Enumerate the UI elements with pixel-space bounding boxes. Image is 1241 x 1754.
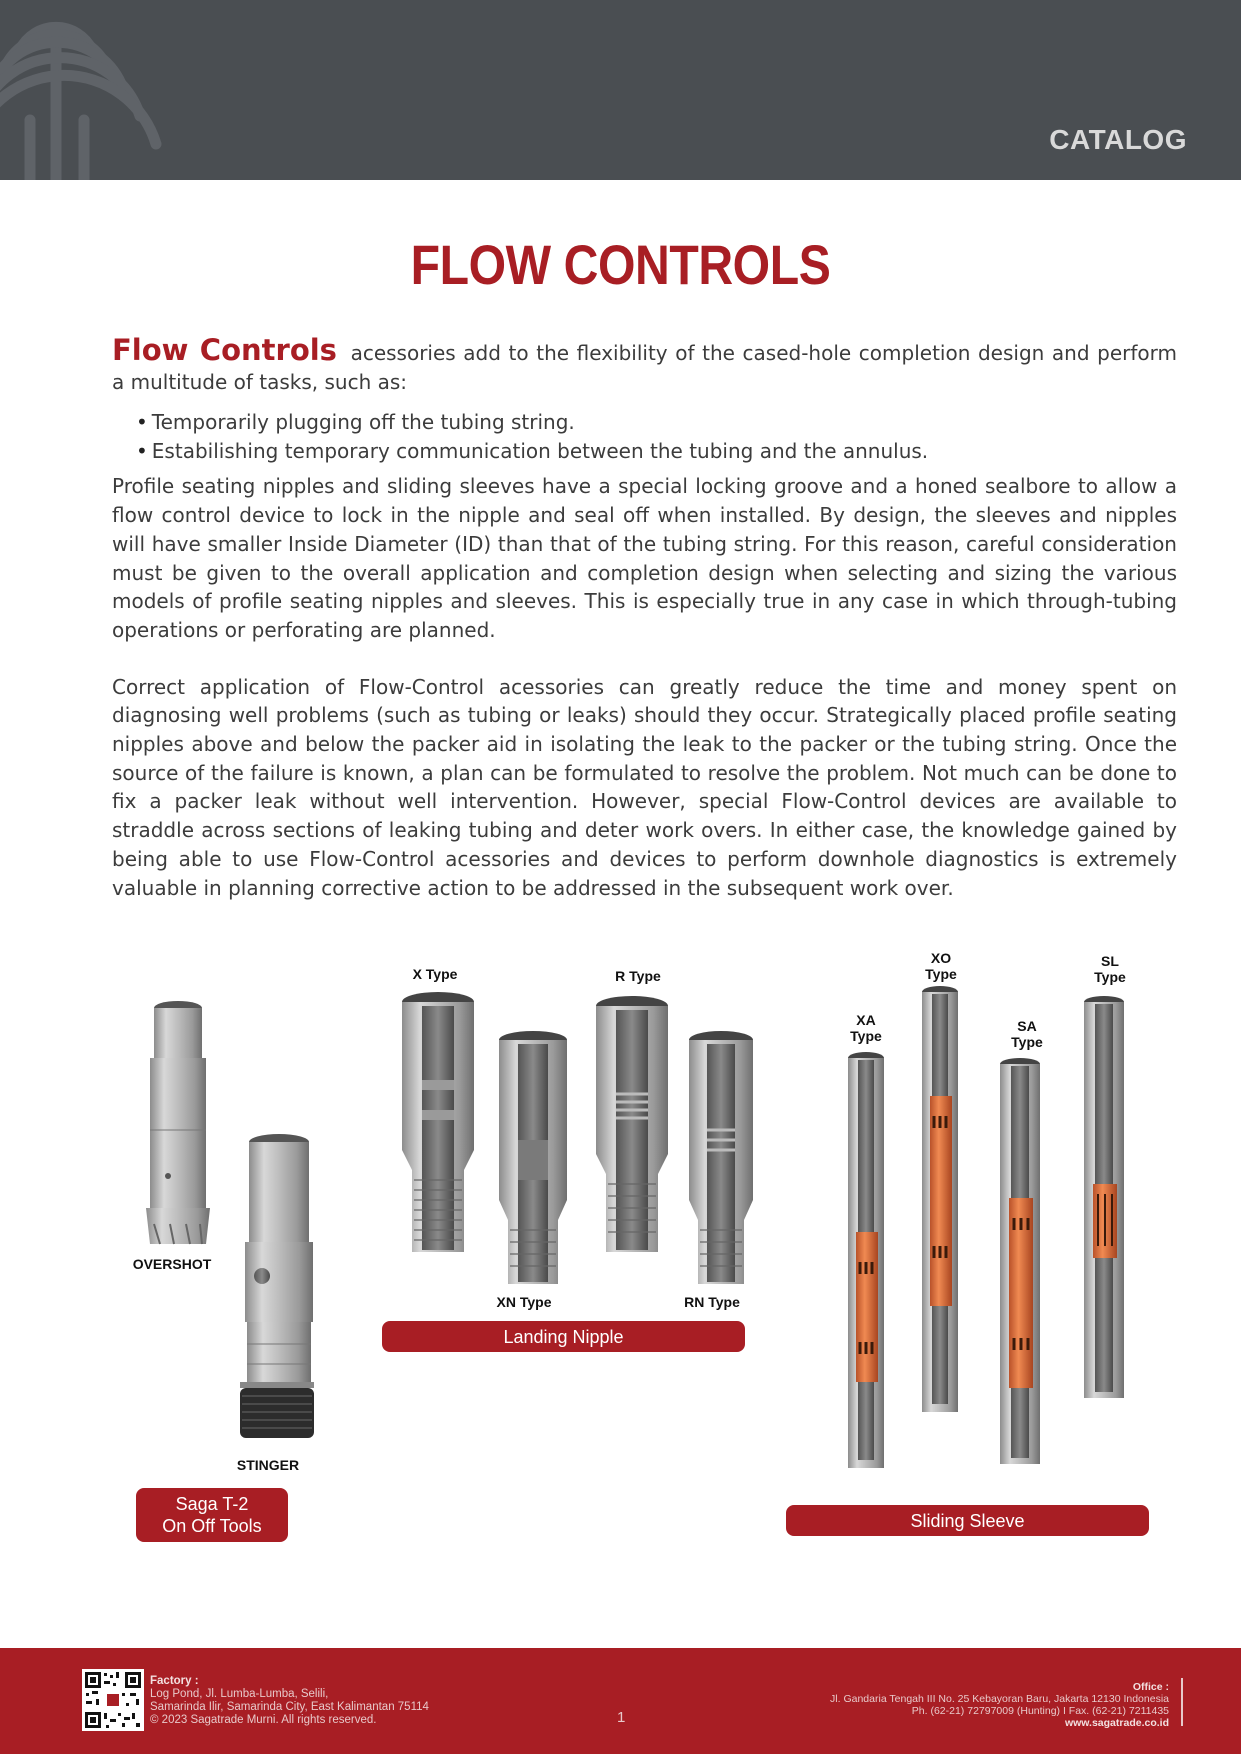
- xa-type-label: [836, 1012, 896, 1044]
- sliding-sleeve-badge: Sliding Sleeve: [786, 1505, 1149, 1536]
- x-type-label: X Type: [412, 966, 458, 982]
- paragraph: Correct application of Flow-Control acessories can greatly reduce the time and money spent on diagnosing well problems (such as tubing or leaks) should they occur. Strategically placed profile seating nipples above and below the packer aid in isolating the leak to the packer or the tubing string. Once the source of the failure is known, a plan can be formulated to resolve the problem. Not much can be done to fix a packer leak without well intervention. However, special Flow-Control devices are available to straddle across sections of leaking tubing and deter work overs. In either case, the knowledge gained by being able to use Flow-Control acessories and devices to perform downhole diagnostics is extremely valuable in planning corrective action to be addressed in the subsequent work over.: [112, 674, 1177, 900]
- label-line: XA: [856, 1012, 876, 1028]
- catalog-label: CATALOG: [1049, 124, 1187, 155]
- badge-line: On Off Tools: [162, 1516, 262, 1536]
- label-line: Type: [1094, 969, 1126, 985]
- rn-type-nipple-image: [680, 1030, 762, 1290]
- factory-address: [150, 1675, 429, 1727]
- header-band: [0, 0, 1241, 180]
- office-heading: Office :: [1132, 1681, 1169, 1693]
- list-item: • Estabilishing temporary communication between the tubing and the annulus.: [136, 437, 1177, 466]
- divider: [1181, 1678, 1183, 1726]
- xo-type-label: [911, 950, 971, 982]
- rn-type-label: RN Type: [684, 1294, 740, 1310]
- intro-text: acessories add to the flexibility of the cased-hole completion design and perform a multitude of tasks, such as:: [112, 341, 1178, 394]
- r-type-nipple-image: [586, 994, 678, 1260]
- on-off-tools-badge: [136, 1488, 288, 1542]
- copyright: © 2023 Sagatrade Murni. All rights reserved.: [150, 1714, 377, 1726]
- factory-line: Samarinda Ilir, Samarinda City, East Kalimantan 75114: [150, 1701, 429, 1713]
- office-line: Jl. Gandaria Tengah III No. 25 Kebayoran Baru, Jakarta 12130 Indonesia: [830, 1693, 1169, 1705]
- factory-line: Log Pond, Jl. Lumba-Lumba, Selili,: [150, 1688, 329, 1700]
- paragraph: Profile seating nipples and sliding sleeves have a special locking groove and a honed sealbore to allow a flow control device to lock in the nipple and seal off when installed. By design, the sleeves and nipples will have smaller Inside Diameter (ID) than that of the tubing string. For this reason, careful consideration must be given to the overall application and completion design when selecting and sizing the various models of profile seating nipples and sleeves. This is especially true in any case in which through-tubing operations or perforating are planned.: [112, 474, 1177, 642]
- x-type-nipple-image: [392, 990, 484, 1260]
- intro-paragraph: [112, 333, 1178, 396]
- qr-code-icon: [82, 1669, 144, 1731]
- sl-type-sleeve-image: [1080, 996, 1132, 1404]
- website-link[interactable]: www.sagatrade.co.id: [1064, 1717, 1169, 1729]
- xn-type-nipple-image: [490, 1030, 576, 1290]
- xo-type-sleeve-image: [918, 986, 966, 1420]
- body-text: [112, 333, 1178, 902]
- overshot-label: OVERSHOT: [132, 1256, 212, 1272]
- label-line: XO: [930, 950, 952, 966]
- stinger-image: [236, 1134, 322, 1444]
- label-line: Type: [850, 1028, 882, 1044]
- label-line: SL: [1101, 953, 1119, 969]
- sa-type-sleeve-image: [996, 1058, 1048, 1472]
- page-number: 1: [617, 1709, 626, 1726]
- xa-type-sleeve-image: [844, 1052, 892, 1478]
- factory-heading: Factory :: [150, 1675, 199, 1687]
- task-list: [136, 408, 1177, 466]
- stinger-label: STINGER: [236, 1457, 300, 1473]
- office-address: [830, 1681, 1169, 1729]
- r-type-label: R Type: [615, 968, 661, 984]
- overshot-image: [140, 1000, 220, 1250]
- intro-lead: Flow Controls: [112, 333, 337, 367]
- office-line: Ph. (62-21) 72797009 (Hunting) I Fax. (62-21) 7211435: [911, 1705, 1169, 1717]
- company-logo-icon: [0, 0, 180, 180]
- label-line: SA: [1017, 1018, 1037, 1034]
- label-line: Type: [1011, 1034, 1043, 1050]
- landing-nipple-badge: Landing Nipple: [382, 1321, 745, 1352]
- xn-type-label: XN Type: [496, 1294, 552, 1310]
- list-item: • Temporarily plugging off the tubing string.: [136, 408, 1177, 437]
- sa-type-label: [997, 1018, 1057, 1050]
- page-title: FLOW CONTROLS: [410, 233, 831, 296]
- label-line: Type: [925, 966, 957, 982]
- badge-line: Saga T-2: [175, 1494, 249, 1514]
- sl-type-label: [1080, 953, 1140, 985]
